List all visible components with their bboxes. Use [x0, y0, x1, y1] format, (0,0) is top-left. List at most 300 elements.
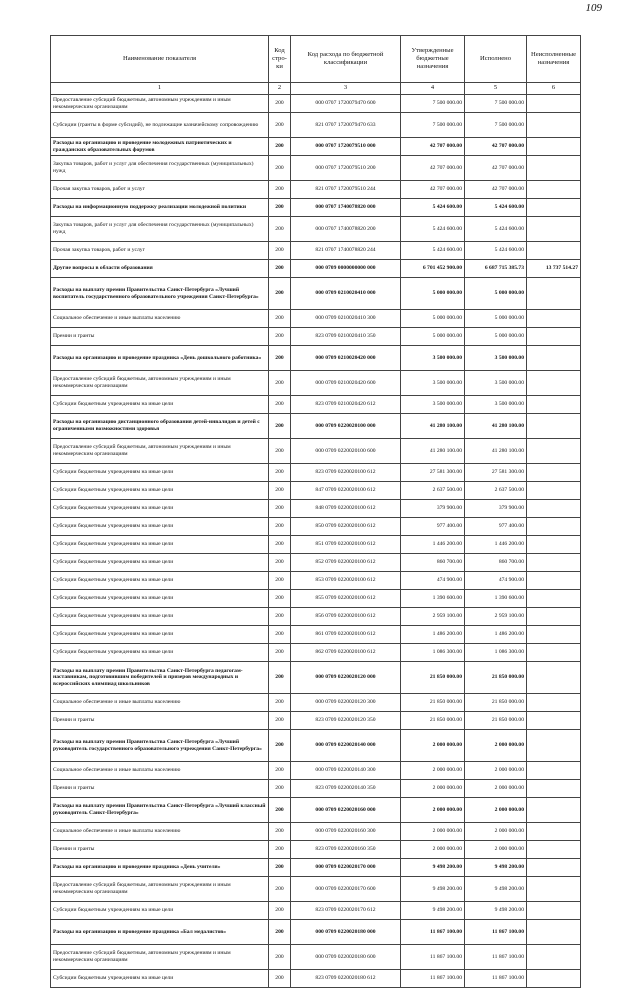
line-code: 200	[269, 199, 291, 217]
budget-code: 853 0709 0220020100 612	[291, 572, 401, 590]
budget-code: 851 0709 0220020100 612	[291, 536, 401, 554]
line-code: 200	[269, 662, 291, 694]
table-row	[51, 730, 581, 762]
row-name: Премии и гранты	[51, 712, 269, 730]
line-code: 200	[269, 798, 291, 823]
approved-amount: 27 581 300.00	[401, 464, 465, 482]
row-name: Социальное обеспечение и иные выплаты населению	[51, 762, 269, 780]
approved-amount: 7 500 000.00	[401, 113, 465, 138]
approved-amount: 860 700.00	[401, 554, 465, 572]
approved-amount: 5 424 600.00	[401, 199, 465, 217]
row-name: Закупка товаров, работ и услуг для обеспечения государственных (муниципальных) нужд	[51, 156, 269, 181]
remaining-amount	[527, 644, 581, 662]
row-name: Социальное обеспечение и иные выплаты населению	[51, 823, 269, 841]
line-code: 200	[269, 920, 291, 945]
row-name: Премии и гранты	[51, 841, 269, 859]
line-code: 200	[269, 859, 291, 877]
remaining-amount	[527, 242, 581, 260]
line-code: 200	[269, 554, 291, 572]
row-name: Предоставление субсидий бюджетным, автономным учреждениям и иным некоммерческим организациям	[51, 371, 269, 396]
budget-code: 855 0709 0220020100 612	[291, 590, 401, 608]
executed-amount: 9 498 200.00	[465, 877, 527, 902]
approved-amount: 21 850 000.00	[401, 712, 465, 730]
budget-execution-table	[50, 35, 581, 988]
budget-code: 852 0709 0220020100 612	[291, 554, 401, 572]
column-number: 5	[465, 83, 527, 95]
row-name: Субсидии бюджетным учреждениям на иные цели	[51, 590, 269, 608]
column-number: 3	[291, 83, 401, 95]
approved-amount: 5 000 000.00	[401, 328, 465, 346]
executed-amount: 3 500 000.00	[465, 346, 527, 371]
remaining-amount	[527, 113, 581, 138]
approved-amount: 3 500 000.00	[401, 346, 465, 371]
budget-code: 823 0709 0210020410 350	[291, 328, 401, 346]
table-row	[51, 694, 581, 712]
table-row	[51, 217, 581, 242]
row-name: Премии и гранты	[51, 780, 269, 798]
approved-amount: 2 637 500.00	[401, 482, 465, 500]
column-number: 2	[269, 83, 291, 95]
budget-code: 823 0709 0210020420 612	[291, 396, 401, 414]
remaining-amount	[527, 328, 581, 346]
row-name: Субсидии бюджетным учреждениям на иные цели	[51, 626, 269, 644]
row-name: Социальное обеспечение и иные выплаты населению	[51, 694, 269, 712]
approved-amount: 41 280 100.00	[401, 414, 465, 439]
remaining-amount	[527, 970, 581, 988]
approved-amount: 5 000 000.00	[401, 278, 465, 310]
table-row	[51, 712, 581, 730]
executed-amount: 2 000 000.00	[465, 730, 527, 762]
approved-amount: 41 280 100.00	[401, 439, 465, 464]
budget-code: 000 0709 0220020100 000	[291, 414, 401, 439]
executed-amount: 3 500 000.00	[465, 396, 527, 414]
table-row	[51, 859, 581, 877]
row-name: Субсидии бюджетным учреждениям на иные цели	[51, 970, 269, 988]
table-row	[51, 877, 581, 902]
executed-amount: 379 900.00	[465, 500, 527, 518]
remaining-amount	[527, 181, 581, 199]
header-remaining: Неисполненные назначения	[527, 36, 581, 83]
remaining-amount	[527, 730, 581, 762]
budget-code: 000 0709 0210020410 000	[291, 278, 401, 310]
budget-code: 823 0709 0220020160 350	[291, 841, 401, 859]
budget-code: 000 0709 0220020120 000	[291, 662, 401, 694]
remaining-amount	[527, 310, 581, 328]
table-row	[51, 780, 581, 798]
remaining-amount	[527, 396, 581, 414]
row-name: Премии и гранты	[51, 328, 269, 346]
table-row	[51, 396, 581, 414]
remaining-amount	[527, 138, 581, 156]
executed-amount: 11 867 100.00	[465, 945, 527, 970]
table-row	[51, 762, 581, 780]
approved-amount: 9 498 200.00	[401, 859, 465, 877]
approved-amount: 11 867 100.00	[401, 945, 465, 970]
line-code: 200	[269, 518, 291, 536]
table-row	[51, 310, 581, 328]
budget-code: 000 0707 1720079470 600	[291, 95, 401, 113]
executed-amount: 11 867 100.00	[465, 970, 527, 988]
row-name: Субсидии бюджетным учреждениям на иные цели	[51, 572, 269, 590]
line-code: 200	[269, 260, 291, 278]
row-name: Закупка товаров, работ и услуг для обеспечения государственных (муниципальных) нужд	[51, 217, 269, 242]
remaining-amount	[527, 762, 581, 780]
budget-code: 000 0709 0220020160 300	[291, 823, 401, 841]
approved-amount: 11 867 100.00	[401, 970, 465, 988]
line-code: 200	[269, 823, 291, 841]
executed-amount: 9 498 200.00	[465, 859, 527, 877]
budget-code: 821 0707 1720079470 633	[291, 113, 401, 138]
remaining-amount	[527, 518, 581, 536]
budget-code: 823 0709 0220020170 612	[291, 902, 401, 920]
line-code: 200	[269, 181, 291, 199]
line-code: 200	[269, 644, 291, 662]
approved-amount: 3 500 000.00	[401, 371, 465, 396]
table-row	[51, 823, 581, 841]
line-code: 200	[269, 95, 291, 113]
line-code: 200	[269, 482, 291, 500]
approved-amount: 42 707 000.00	[401, 156, 465, 181]
remaining-amount	[527, 464, 581, 482]
approved-amount: 474 900.00	[401, 572, 465, 590]
table-row	[51, 199, 581, 217]
page-number: 109	[585, 2, 602, 14]
remaining-amount	[527, 199, 581, 217]
executed-amount: 41 280 100.00	[465, 439, 527, 464]
row-name: Субсидии бюджетным учреждениям на иные цели	[51, 536, 269, 554]
row-name: Предоставление субсидий бюджетным, автономным учреждениям и иным некоммерческим организациям	[51, 439, 269, 464]
approved-amount: 3 500 000.00	[401, 396, 465, 414]
remaining-amount	[527, 877, 581, 902]
line-code: 200	[269, 113, 291, 138]
line-code: 200	[269, 590, 291, 608]
table-row	[51, 113, 581, 138]
remaining-amount	[527, 902, 581, 920]
executed-amount: 21 850 000.00	[465, 662, 527, 694]
line-code: 200	[269, 970, 291, 988]
line-code: 200	[269, 780, 291, 798]
remaining-amount: 13 737 514.27	[527, 260, 581, 278]
executed-amount: 860 700.00	[465, 554, 527, 572]
executed-amount: 7 500 000.00	[465, 95, 527, 113]
approved-amount: 1 086 300.00	[401, 644, 465, 662]
table-row	[51, 626, 581, 644]
remaining-amount	[527, 414, 581, 439]
remaining-amount	[527, 371, 581, 396]
row-name: Прочая закупка товаров, работ и услуг	[51, 181, 269, 199]
approved-amount: 42 707 000.00	[401, 138, 465, 156]
table-row	[51, 662, 581, 694]
remaining-amount	[527, 712, 581, 730]
column-number: 6	[527, 83, 581, 95]
remaining-amount	[527, 823, 581, 841]
executed-amount: 11 867 100.00	[465, 920, 527, 945]
approved-amount: 2 000 000.00	[401, 823, 465, 841]
line-code: 200	[269, 278, 291, 310]
table-row	[51, 464, 581, 482]
approved-amount: 379 900.00	[401, 500, 465, 518]
approved-amount: 21 850 000.00	[401, 662, 465, 694]
approved-amount: 2 000 000.00	[401, 762, 465, 780]
approved-amount: 2 959 100.00	[401, 608, 465, 626]
table-row	[51, 798, 581, 823]
line-code: 200	[269, 217, 291, 242]
table-row	[51, 156, 581, 181]
row-name: Расходы на выплату премии Правительства Санкт-Петербурга «Лучший воспитатель государственного образовательного учреждения Санкт-Петербурга»	[51, 278, 269, 310]
executed-amount: 21 850 000.00	[465, 694, 527, 712]
executed-amount: 42 707 000.00	[465, 181, 527, 199]
remaining-amount	[527, 780, 581, 798]
executed-amount: 6 687 715 385.73	[465, 260, 527, 278]
row-name: Расходы на выплату премии Правительства Санкт-Петербурга педагогам-наставникам, подготовившим победителей и призеров международных и всероссийских олимпиад школьников	[51, 662, 269, 694]
approved-amount: 5 000 000.00	[401, 310, 465, 328]
executed-amount: 2 000 000.00	[465, 780, 527, 798]
table-row	[51, 260, 581, 278]
approved-amount: 9 498 200.00	[401, 902, 465, 920]
executed-amount: 977 400.00	[465, 518, 527, 536]
executed-amount: 1 446 200.00	[465, 536, 527, 554]
table-row	[51, 554, 581, 572]
executed-amount: 27 581 300.00	[465, 464, 527, 482]
row-name: Субсидии бюджетным учреждениям на иные цели	[51, 464, 269, 482]
executed-amount: 2 000 000.00	[465, 841, 527, 859]
row-name: Социальное обеспечение и иные выплаты населению	[51, 310, 269, 328]
budget-code: 000 0709 0220020100 600	[291, 439, 401, 464]
table-row	[51, 945, 581, 970]
remaining-amount	[527, 500, 581, 518]
row-name: Прочая закупка товаров, работ и услуг	[51, 242, 269, 260]
budget-code: 823 0709 0220020180 612	[291, 970, 401, 988]
budget-code: 861 0709 0220020100 612	[291, 626, 401, 644]
approved-amount: 977 400.00	[401, 518, 465, 536]
header-line-code: Код стро-ки	[269, 36, 291, 83]
remaining-amount	[527, 95, 581, 113]
remaining-amount	[527, 841, 581, 859]
executed-amount: 2 959 100.00	[465, 608, 527, 626]
budget-code: 850 0709 0220020100 612	[291, 518, 401, 536]
approved-amount: 1 446 200.00	[401, 536, 465, 554]
row-name: Субсидии бюджетным учреждениям на иные цели	[51, 554, 269, 572]
line-code: 200	[269, 902, 291, 920]
table-row	[51, 278, 581, 310]
executed-amount: 42 707 000.00	[465, 138, 527, 156]
line-code: 200	[269, 346, 291, 371]
table-row	[51, 181, 581, 199]
row-name: Предоставление субсидий бюджетным, автономным учреждениям и иным некоммерческим организациям	[51, 877, 269, 902]
approved-amount: 2 000 000.00	[401, 730, 465, 762]
row-name: Субсидии бюджетным учреждениям на иные цели	[51, 644, 269, 662]
line-code: 200	[269, 841, 291, 859]
approved-amount: 5 424 600.00	[401, 217, 465, 242]
budget-code: 000 0709 0220020170 600	[291, 877, 401, 902]
remaining-amount	[527, 859, 581, 877]
budget-code: 821 0707 1720079510 244	[291, 181, 401, 199]
table-row	[51, 970, 581, 988]
remaining-amount	[527, 439, 581, 464]
remaining-amount	[527, 945, 581, 970]
budget-code: 000 0709 0220020160 000	[291, 798, 401, 823]
row-name: Субсидии (гранты в форме субсидий), не подлежащие казначейскому сопровождению	[51, 113, 269, 138]
budget-code: 823 0709 0220020140 350	[291, 780, 401, 798]
line-code: 200	[269, 712, 291, 730]
row-name: Субсидии бюджетным учреждениям на иные цели	[51, 500, 269, 518]
remaining-amount	[527, 346, 581, 371]
budget-code: 000 0707 1740078820 200	[291, 217, 401, 242]
table-body	[51, 95, 581, 988]
budget-code: 000 0707 1740078820 000	[291, 199, 401, 217]
approved-amount: 1 486 200.00	[401, 626, 465, 644]
line-code: 200	[269, 138, 291, 156]
row-name: Субсидии бюджетным учреждениям на иные цели	[51, 902, 269, 920]
remaining-amount	[527, 217, 581, 242]
line-code: 200	[269, 414, 291, 439]
executed-amount: 2 000 000.00	[465, 798, 527, 823]
table-row	[51, 518, 581, 536]
remaining-amount	[527, 694, 581, 712]
table-row	[51, 920, 581, 945]
budget-code: 848 0709 0220020100 612	[291, 500, 401, 518]
approved-amount: 5 424 600.00	[401, 242, 465, 260]
budget-code: 823 0709 0220020120 350	[291, 712, 401, 730]
line-code: 200	[269, 310, 291, 328]
executed-amount: 9 498 200.00	[465, 902, 527, 920]
approved-amount: 6 701 452 900.00	[401, 260, 465, 278]
header-executed: Исполнено	[465, 36, 527, 83]
budget-code: 000 0707 1720079510 000	[291, 138, 401, 156]
budget-code: 000 0709 0000000000 000	[291, 260, 401, 278]
column-number: 1	[51, 83, 269, 95]
budget-code: 000 0709 0220020180 600	[291, 945, 401, 970]
approved-amount: 1 390 600.00	[401, 590, 465, 608]
row-name: Предоставление субсидий бюджетным, автономным учреждениям и иным некоммерческим организациям	[51, 95, 269, 113]
table-row	[51, 328, 581, 346]
table-row	[51, 902, 581, 920]
remaining-amount	[527, 554, 581, 572]
line-code: 200	[269, 626, 291, 644]
budget-code: 000 0709 0220020140 300	[291, 762, 401, 780]
table-row	[51, 644, 581, 662]
line-code: 200	[269, 694, 291, 712]
remaining-amount	[527, 662, 581, 694]
line-code: 200	[269, 877, 291, 902]
table-row	[51, 138, 581, 156]
executed-amount: 5 424 600.00	[465, 242, 527, 260]
header-budget-code: Код расхода по бюджетной классификации	[291, 36, 401, 83]
executed-amount: 1 086 300.00	[465, 644, 527, 662]
line-code: 200	[269, 439, 291, 464]
approved-amount: 21 850 000.00	[401, 694, 465, 712]
row-name: Расходы на информационную поддержку реализации молодежной политики	[51, 199, 269, 217]
line-code: 200	[269, 608, 291, 626]
table-row	[51, 500, 581, 518]
budget-code: 847 0709 0220020100 612	[291, 482, 401, 500]
budget-code: 862 0709 0220020100 612	[291, 644, 401, 662]
header-name: Наименование показателя	[51, 36, 269, 83]
table-row	[51, 439, 581, 464]
row-name: Субсидии бюджетным учреждениям на иные цели	[51, 482, 269, 500]
budget-code: 000 0709 0220020120 300	[291, 694, 401, 712]
remaining-amount	[527, 798, 581, 823]
executed-amount: 1 390 600.00	[465, 590, 527, 608]
approved-amount: 2 000 000.00	[401, 841, 465, 859]
executed-amount: 7 500 000.00	[465, 113, 527, 138]
row-name: Субсидии бюджетным учреждениям на иные цели	[51, 518, 269, 536]
budget-code: 000 0709 0210020420 600	[291, 371, 401, 396]
table-row	[51, 590, 581, 608]
executed-amount: 5 424 600.00	[465, 217, 527, 242]
line-code: 200	[269, 371, 291, 396]
remaining-amount	[527, 156, 581, 181]
line-code: 200	[269, 396, 291, 414]
line-code: 200	[269, 328, 291, 346]
budget-code: 000 0709 0220020170 000	[291, 859, 401, 877]
column-number-row	[51, 83, 581, 95]
remaining-amount	[527, 590, 581, 608]
budget-code: 000 0709 0210020420 000	[291, 346, 401, 371]
line-code: 200	[269, 945, 291, 970]
line-code: 200	[269, 464, 291, 482]
table-row	[51, 608, 581, 626]
executed-amount: 3 500 000.00	[465, 371, 527, 396]
line-code: 200	[269, 536, 291, 554]
header-approved: Утвержденные бюджетные назначения	[401, 36, 465, 83]
line-code: 200	[269, 730, 291, 762]
row-name: Расходы на выплату премии Правительства Санкт-Петербурга «Лучший классный руководитель Санкт-Петербурга»	[51, 798, 269, 823]
remaining-amount	[527, 626, 581, 644]
column-number: 4	[401, 83, 465, 95]
line-code: 200	[269, 572, 291, 590]
executed-amount: 2 637 500.00	[465, 482, 527, 500]
executed-amount: 2 000 000.00	[465, 823, 527, 841]
budget-code: 000 0709 0210020410 300	[291, 310, 401, 328]
approved-amount: 2 000 000.00	[401, 780, 465, 798]
remaining-amount	[527, 608, 581, 626]
table-header-row	[51, 36, 581, 83]
table-row	[51, 536, 581, 554]
remaining-amount	[527, 278, 581, 310]
line-code: 200	[269, 242, 291, 260]
executed-amount: 21 850 000.00	[465, 712, 527, 730]
remaining-amount	[527, 482, 581, 500]
executed-amount: 5 000 000.00	[465, 310, 527, 328]
executed-amount: 1 486 200.00	[465, 626, 527, 644]
remaining-amount	[527, 536, 581, 554]
line-code: 200	[269, 762, 291, 780]
executed-amount: 41 280 100.00	[465, 414, 527, 439]
remaining-amount	[527, 572, 581, 590]
remaining-amount	[527, 920, 581, 945]
table-row	[51, 572, 581, 590]
row-name: Субсидии бюджетным учреждениям на иные цели	[51, 608, 269, 626]
row-name: Расходы на организацию и проведение праздника «Бал медалистов»	[51, 920, 269, 945]
approved-amount: 11 867 100.00	[401, 920, 465, 945]
row-name: Субсидии бюджетным учреждениям на иные цели	[51, 396, 269, 414]
executed-amount: 42 707 000.00	[465, 156, 527, 181]
budget-code: 821 0707 1740078820 244	[291, 242, 401, 260]
table-row	[51, 482, 581, 500]
budget-code: 000 0707 1720079510 200	[291, 156, 401, 181]
line-code: 200	[269, 500, 291, 518]
approved-amount: 42 707 000.00	[401, 181, 465, 199]
approved-amount: 2 000 000.00	[401, 798, 465, 823]
row-name: Предоставление субсидий бюджетным, автономным учреждениям и иным некоммерческим организациям	[51, 945, 269, 970]
approved-amount: 7 500 000.00	[401, 95, 465, 113]
executed-amount: 474 900.00	[465, 572, 527, 590]
row-name: Расходы на организацию и проведение праздника «День учителя»	[51, 859, 269, 877]
executed-amount: 5 000 000.00	[465, 278, 527, 310]
row-name: Другие вопросы в области образования	[51, 260, 269, 278]
table-row	[51, 414, 581, 439]
